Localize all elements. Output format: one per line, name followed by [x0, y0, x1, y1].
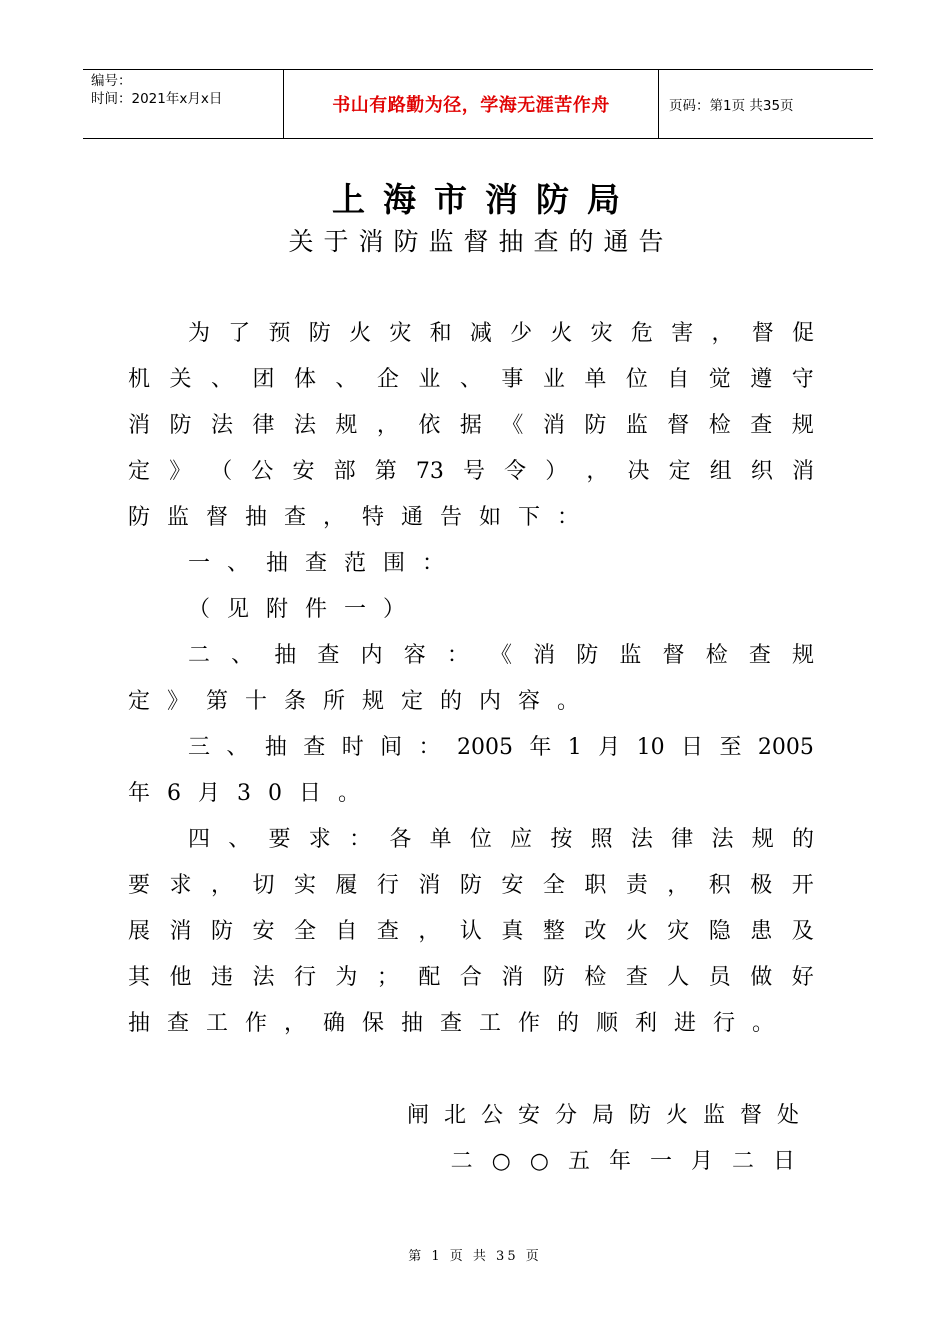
serial-number-label: 编号：: [91, 73, 132, 89]
header-meta-cell: [83, 70, 283, 140]
header-motto-cell: [283, 70, 659, 138]
body-line: 展 消 防 安 全 自 查 ， 认 真 整 改 火 灾 隐 患 及: [128, 919, 814, 944]
body-line: 为 了 预 防 火 灾 和 减 少 火 灾 危 害 ， 督 促: [188, 321, 814, 346]
body-line: （见附件一）: [188, 597, 423, 622]
document-header-table: [83, 69, 873, 139]
body-line: 机 关 、 团 体 、 企 业 、 事 业 单 位 自 觉 遵 守: [128, 367, 814, 392]
signature-date: 二○○五年一月二日: [450, 1149, 814, 1174]
page-info: 页码：第1页 共35页: [669, 98, 794, 114]
page-footer: 第 1 页 共 35 页: [408, 1249, 542, 1264]
body-line: 二 、 抽 查 内 容 ： 《 消 防 监 督 检 查 规: [188, 643, 814, 668]
document-title: 上海市消防局: [332, 180, 638, 219]
body-line: 四 、 要 求 ： 各 单 位 应 按 照 法 律 法 规 的: [188, 827, 814, 852]
date-label: 时间：2021年x月x日: [91, 91, 223, 107]
body-line: 定》第十条所规定的内容。: [128, 689, 597, 714]
body-line: 要 求 ， 切 实 履 行 消 防 安 全 职 责 ， 积 极 开: [128, 873, 814, 898]
body-line: 其 他 违 法 行 为 ； 配 合 消 防 检 查 人 员 做 好: [128, 965, 814, 990]
header-page-cell: [659, 70, 883, 138]
body-line: 三 、 抽 查 时 间 ： 2005 年 1 月 10 日 至 2005: [188, 735, 814, 760]
body-line: 消 防 法 律 法 规 ， 依 据 《 消 防 监 督 检 查 规: [128, 413, 814, 438]
body-line: 一、抽查范围：: [188, 551, 462, 576]
body-line: 抽查工作，确保抽查工作的顺利进行。: [128, 1011, 792, 1036]
body-line: 防监督抽查，特通告如下：: [128, 505, 597, 530]
body-line: 年6月30日。: [128, 781, 377, 806]
signature-org: 闸北公安分局防火监督处: [406, 1103, 814, 1128]
document-subtitle: 关于消防监督抽查的通告: [288, 227, 674, 256]
motto-text: 书山有路勤为径，学海无涯苦作舟: [332, 95, 610, 116]
body-line: 定 》 （ 公 安 部 第 73 号 令 ） ， 决 定 组 织 消: [128, 459, 814, 484]
